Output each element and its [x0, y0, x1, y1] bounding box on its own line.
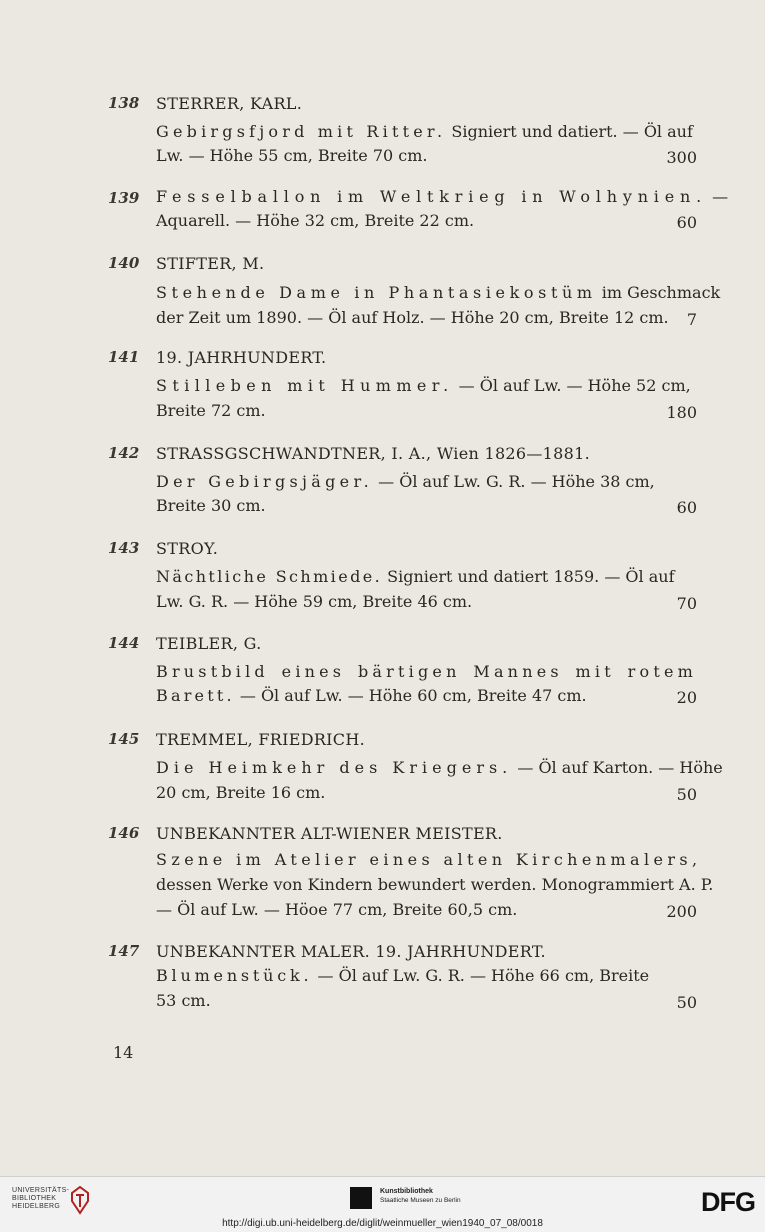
- price: 50: [676, 993, 697, 1012]
- price: 180: [666, 403, 697, 422]
- dfg-logo[interactable]: DFG: [701, 1187, 755, 1217]
- artist-name: UNBEKANNTER MALER. 19. JAHRHUNDERT.: [156, 942, 546, 961]
- artist-name: 19. JAHRHUNDERT.: [156, 348, 327, 367]
- price: 50: [676, 785, 697, 804]
- price: 70: [676, 594, 697, 613]
- price: 60: [676, 498, 697, 517]
- artist-name: UNBEKANNTER ALT-WIENER MEISTER.: [156, 824, 503, 843]
- artist-name: TEIBLER, G.: [156, 634, 262, 653]
- lot-number: 141: [108, 348, 140, 366]
- artist-name: STRASSGSCHWANDTNER, I. A., Wien 1826—1881.: [156, 444, 590, 463]
- description-line: Stehende Dame in Phantasiekostüm im Geschmack: [156, 283, 721, 302]
- description-line: 20 cm, Breite 16 cm.: [156, 783, 326, 802]
- description-line: Breite 30 cm.: [156, 496, 266, 515]
- description-line: Lw. — Höhe 55 cm, Breite 70 cm.: [156, 146, 428, 165]
- lot-number: 144: [108, 634, 140, 652]
- viewer-footer: [0, 1176, 765, 1232]
- lot-number: 143: [108, 539, 140, 557]
- description-line: Der Gebirgsjäger. — Öl auf Lw. G. R. — Höhe 38 cm,: [156, 472, 655, 491]
- university-seal-icon: [70, 1185, 90, 1215]
- artist-name: STIFTER, M.: [156, 254, 265, 273]
- description-line: Stilleben mit Hummer. — Öl auf Lw. — Höhe 52 cm,: [156, 376, 691, 395]
- kunstbibliothek-logo-icon[interactable]: [350, 1187, 372, 1209]
- lot-number: 139: [108, 189, 140, 207]
- university-library-logo[interactable]: UNIVERSITÄTS- BIBLIOTHEK HEIDELBERG: [12, 1187, 70, 1210]
- description-line: Gebirgsfjord mit Ritter. Signiert und datiert. — Öl auf: [156, 122, 693, 141]
- description-line: Barett. — Öl auf Lw. — Höhe 60 cm, Breite 47 cm.: [156, 686, 587, 705]
- lot-number: 140: [108, 254, 140, 272]
- artist-name: STROY.: [156, 539, 219, 558]
- price: 200: [666, 902, 697, 921]
- lot-number: 146: [108, 824, 140, 842]
- price: 300: [666, 148, 697, 167]
- lot-number: 138: [108, 94, 140, 112]
- description-line: Lw. G. R. — Höhe 59 cm, Breite 46 cm.: [156, 592, 473, 611]
- description-line: Aquarell. — Höhe 32 cm, Breite 22 cm.: [156, 211, 475, 230]
- artist-name: TREMMEL, FRIEDRICH.: [156, 730, 365, 749]
- page-number: 14: [113, 1043, 134, 1062]
- lot-number: 145: [108, 730, 140, 748]
- price: 60: [676, 213, 697, 232]
- permalink-url[interactable]: http://digi.ub.uni-heidelberg.de/diglit/weinmueller_wien1940_07_08/0018: [222, 1218, 543, 1229]
- price: 20: [676, 688, 697, 707]
- lot-number: 142: [108, 444, 140, 462]
- description-line: Blumenstück. — Öl auf Lw. G. R. — Höhe 66 cm, Breite: [156, 966, 650, 985]
- price: 7: [686, 310, 697, 329]
- artist-name: STERRER, KARL.: [156, 94, 303, 113]
- description-line: 53 cm.: [156, 991, 211, 1010]
- description-line: dessen Werke von Kindern bewundert werden. Monogrammiert A. P.: [156, 875, 714, 894]
- lot-number: 147: [108, 942, 140, 960]
- description-line: Breite 72 cm.: [156, 401, 266, 420]
- description-line: — Öl auf Lw. — Höoe 77 cm, Breite 60,5 cm.: [156, 900, 518, 919]
- description-line: Nächtliche Schmiede. Signiert und datiert 1859. — Öl auf: [156, 567, 675, 586]
- description-line: Fesselballon im Weltkrieg in Wolhynien. —: [156, 187, 729, 206]
- description-line: Brustbild eines bärtigen Mannes mit rotem: [156, 662, 697, 681]
- description-line: der Zeit um 1890. — Öl auf Holz. — Höhe 20 cm, Breite 12 cm.: [156, 308, 669, 327]
- kunstbibliothek-label: Kunstbibliothek Staatliche Museen zu Berlin: [380, 1188, 461, 1204]
- description-line: Szene im Atelier eines alten Kirchenmalers,: [156, 850, 702, 869]
- description-line: Die Heimkehr des Kriegers. — Öl auf Karton. — Höhe: [156, 758, 723, 777]
